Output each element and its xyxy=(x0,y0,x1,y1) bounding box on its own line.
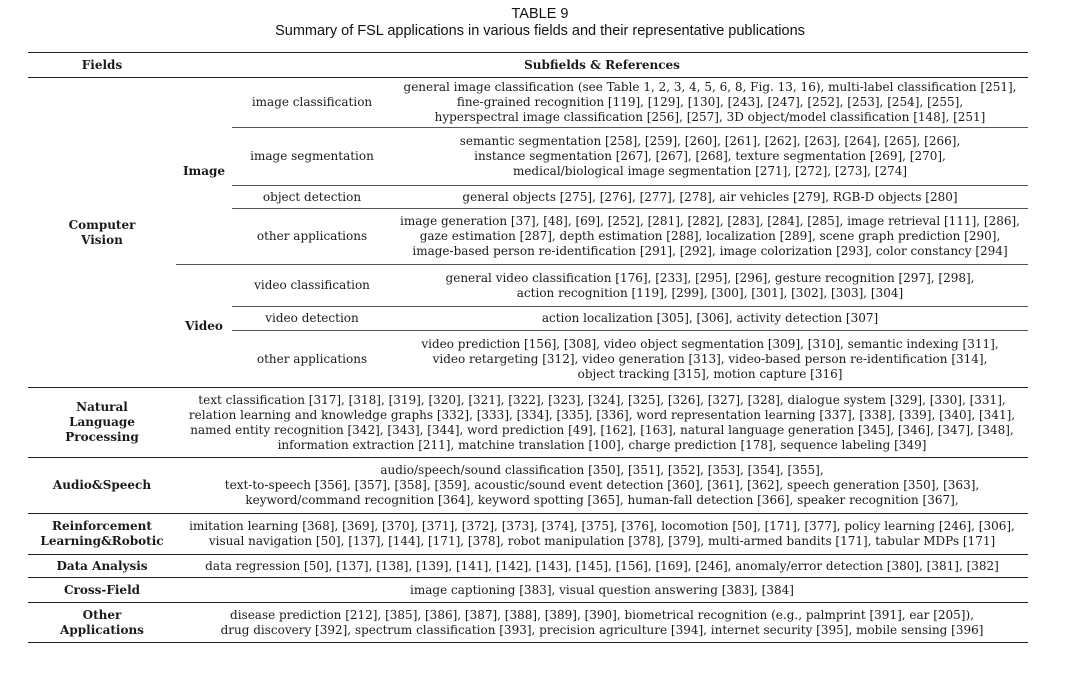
subfield-image-other-applications: other applications xyxy=(232,209,392,265)
refs-object-detection: general objects [275], [276], [277], [278], air vehicles [279], RGB-D objects [280] xyxy=(392,186,1028,209)
field-reinforcement-learning: Reinforcement Learning&Robotic xyxy=(28,514,176,555)
table-row xyxy=(28,603,1028,643)
field-data-analysis: Data Analysis xyxy=(28,555,176,578)
subfield-video-classification: video classification xyxy=(232,265,392,307)
refs-nlp: text classification [317], [318], [319], [320], [321], [322], [323], [324], [325], [326], [327], [328], dialogue system [329], [330], [331], relation learning and knowledge graphs [332], [333], [334], [335], [336], word representation learning [337], [338], [339], [340], [341], named entity recognition [342], [343], [344], word prediction [49], [162], [163], natural language generation [345], [346], [347], [348], information extraction [211], matchine translation [100], charge prediction [178], sequence labeling [349] xyxy=(176,388,1028,458)
refs-reinforcement-learning: imitation learning [368], [369], [370], [371], [372], [373], [374], [375], [376], locomotion [50], [171], [377], policy learning [246], [306], visual navigation [50], [137], [144], [171], [378], robot manipulation [378], [379], multi-armed bandits [171], tabular MDPs [171] xyxy=(176,514,1028,555)
table-row xyxy=(28,388,1028,458)
refs-video-detection: action localization [305], [306], activity detection [307] xyxy=(392,307,1028,331)
table-header-row xyxy=(28,53,1028,78)
header-subfields: Subfields & References xyxy=(176,53,1028,78)
table-caption: Summary of FSL applications in various fields and their representative publications xyxy=(275,23,805,39)
refs-image-other-applications: image generation [37], [48], [69], [252], [281], [282], [283], [284], [285], image retrieval [111], [286], gaze estimation [287], depth estimation [288], localization [289], scene graph prediction [290], image-based person re-identification [291], [292], image colorization [293], color constancy [294] xyxy=(392,209,1028,265)
table-row xyxy=(28,78,1028,128)
field-other-applications: Other Applications xyxy=(28,603,176,643)
fsl-applications-table xyxy=(28,52,1028,643)
refs-video-classification: general video classification [176], [233], [295], [296], gesture recognition [297], [298], action recognition [119], [299], [300], [301], [302], [303], [304] xyxy=(392,265,1028,307)
field-computer-vision: Computer Vision xyxy=(68,217,136,247)
header-fields: Fields xyxy=(28,53,176,78)
subfield-image-segmentation: image segmentation xyxy=(232,128,392,186)
table-number: TABLE 9 xyxy=(511,6,569,22)
subfield-object-detection: object detection xyxy=(232,186,392,209)
table-row xyxy=(28,578,1028,603)
table-row xyxy=(28,514,1028,555)
table-row xyxy=(28,555,1028,578)
field-audio-speech: Audio&Speech xyxy=(28,458,176,514)
subfield-image-classification: image classification xyxy=(251,95,373,109)
refs-image-segmentation: semantic segmentation [258], [259], [260], [261], [262], [263], [264], [265], [266], instance segmentation [267], [267], [268], texture segmentation [269], [270], medical/biological image segmentation [271], [272], [273], [274] xyxy=(392,128,1028,186)
table-row xyxy=(28,458,1028,514)
refs-other-applications: disease prediction [212], [385], [386], [387], [388], [389], [390], biometrical recognition (e.g., palmprint [391], ear [205]), drug discovery [392], spectrum classification [393], precision agriculture [394], internet security [395], mobile sensing [396] xyxy=(176,603,1028,643)
subfield-video-detection: video detection xyxy=(232,307,392,331)
refs-image-classification: general image classification (see Table 1, 2, 3, 4, 5, 6, 8, Fig. 13, 16), multi-label classification [251], fine-grained recognition [119], [129], [130], [243], [247], [252], [253], [254], [255], hyperspectral image classification [256], [257], 3D object/model classification [148], [251] xyxy=(403,80,1017,124)
group-image: Image xyxy=(182,163,226,178)
refs-audio-speech: audio/speech/sound classification [350], [351], [352], [353], [354], [355], text-to-speech [356], [357], [358], [359], acoustic/sound event detection [360], [361], [362], speech generation [350], [363], keyword/command recognition [364], keyword spotting [365], human-fall detection [366], speaker recognition [367], xyxy=(176,458,1028,514)
field-natural-language-processing: Natural Language Processing xyxy=(28,388,176,458)
table-row xyxy=(28,265,1028,307)
refs-data-analysis: data regression [50], [137], [138], [139], [141], [142], [143], [145], [156], [169], [246], anomaly/error detection [380], [381], [382] xyxy=(176,555,1028,578)
subfield-video-other-applications: other applications xyxy=(232,331,392,388)
field-cross-field: Cross-Field xyxy=(28,578,176,603)
refs-cross-field: image captioning [383], visual question answering [383], [384] xyxy=(176,578,1028,603)
refs-video-other-applications: video prediction [156], [308], video object segmentation [309], [310], semantic indexing [311], video retargeting [312], video generation [313], video-based person re-identification [314], object tracking [315], motion capture [316] xyxy=(392,331,1028,388)
group-video: Video xyxy=(176,265,232,388)
